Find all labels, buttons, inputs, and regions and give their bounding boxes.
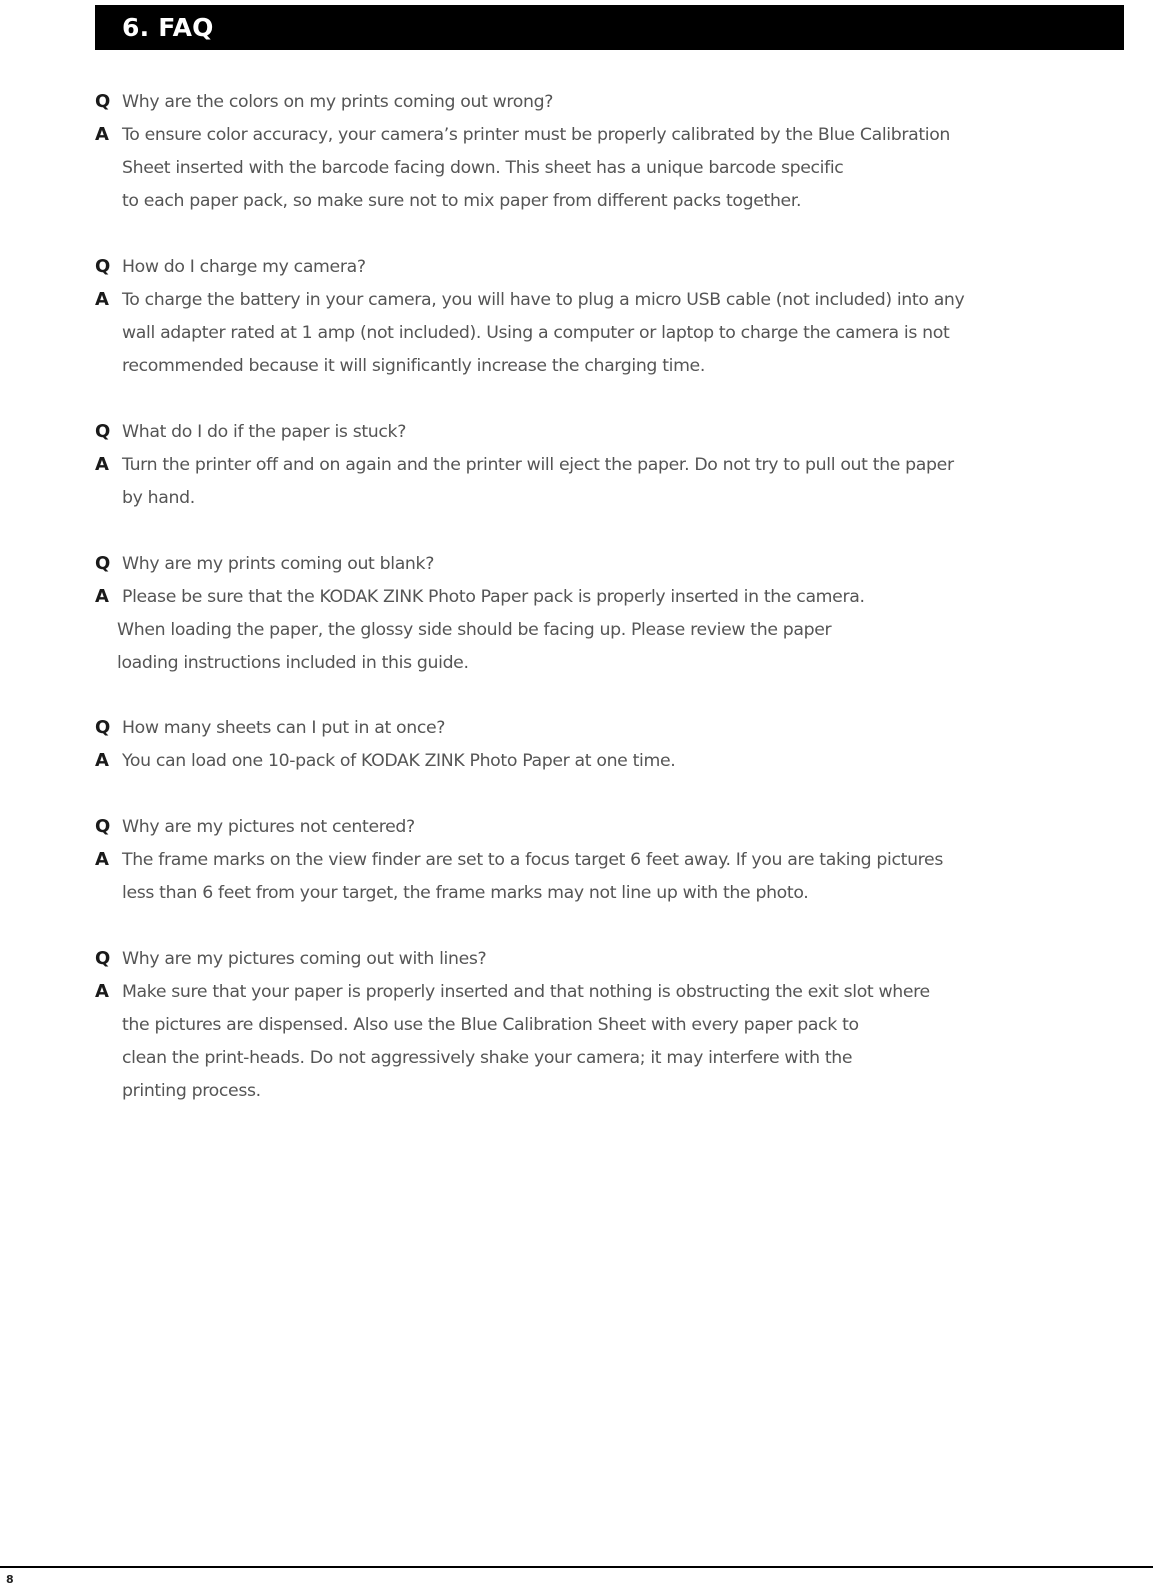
question-text: Why are my pictures coming out with lines? [122,949,487,969]
answer-text: To ensure color accuracy, your camera’s printer must be properly calibrated by the Blue Calibration [122,125,951,145]
question-marker: Q [95,717,111,738]
question-text: Why are the colors on my prints coming out wrong? [122,92,554,112]
answer-text: wall adapter rated at 1 amp (not included). Using a computer or laptop to charge the camera is not [122,323,950,343]
question-marker: Q [95,553,111,574]
question-marker: Q [95,421,111,442]
answer-text: less than 6 feet from your target, the frame marks may not line up with the photo. [122,883,809,903]
question-text: How do I charge my camera? [122,257,366,277]
question-text: What do I do if the paper is stuck? [122,422,407,442]
answer-text: clean the print-heads. Do not aggressively shake your camera; it may interfere with the [122,1048,853,1068]
answer-text: recommended because it will significantly increase the charging time. [122,356,705,376]
question-text: Why are my pictures not centered? [122,817,415,837]
answer-text: To charge the battery in your camera, you will have to plug a micro USB cable (not included) into any [122,290,965,310]
answer-text: by hand. [122,488,195,508]
answer-text: Sheet inserted with the barcode facing down. This sheet has a unique barcode specific [122,158,844,178]
question-marker: Q [95,948,111,969]
answer-marker: A [95,289,109,310]
question-text: How many sheets can I put in at once? [122,718,446,738]
answer-text: loading instructions included in this guide. [117,653,469,673]
answer-text: the pictures are dispensed. Also use the Blue Calibration Sheet with every paper pack to [122,1015,859,1035]
answer-marker: A [95,124,109,145]
answer-marker: A [95,849,109,870]
question-marker: Q [95,816,111,837]
question-marker: Q [95,256,111,277]
answer-marker: A [95,981,109,1002]
answer-text: Please be sure that the KODAK ZINK Photo Paper pack is properly inserted in the camera. [122,587,865,607]
answer-text: printing process. [122,1081,261,1101]
answer-marker: A [95,750,109,771]
answer-text: Turn the printer off and on again and the printer will eject the paper. Do not try to pull out the paper [122,455,954,475]
answer-text: The frame marks on the view finder are set to a focus target 6 feet away. If you are taking pictures [122,850,943,870]
question-marker: Q [95,91,111,112]
answer-text: to each paper pack, so make sure not to mix paper from different packs together. [122,191,802,211]
section-title: 6. FAQ [122,13,214,42]
page-number: 8 [6,1573,14,1586]
answer-text: You can load one 10-pack of KODAK ZINK Photo Paper at one time. [122,751,676,771]
footer-rule [0,1566,1153,1568]
question-text: Why are my prints coming out blank? [122,554,435,574]
section-header [95,5,1124,50]
answer-marker: A [95,454,109,475]
answer-text: Make sure that your paper is properly inserted and that nothing is obstructing the exit slot where [122,982,930,1002]
answer-marker: A [95,586,109,607]
answer-text: When loading the paper, the glossy side should be facing up. Please review the paper [117,620,832,640]
